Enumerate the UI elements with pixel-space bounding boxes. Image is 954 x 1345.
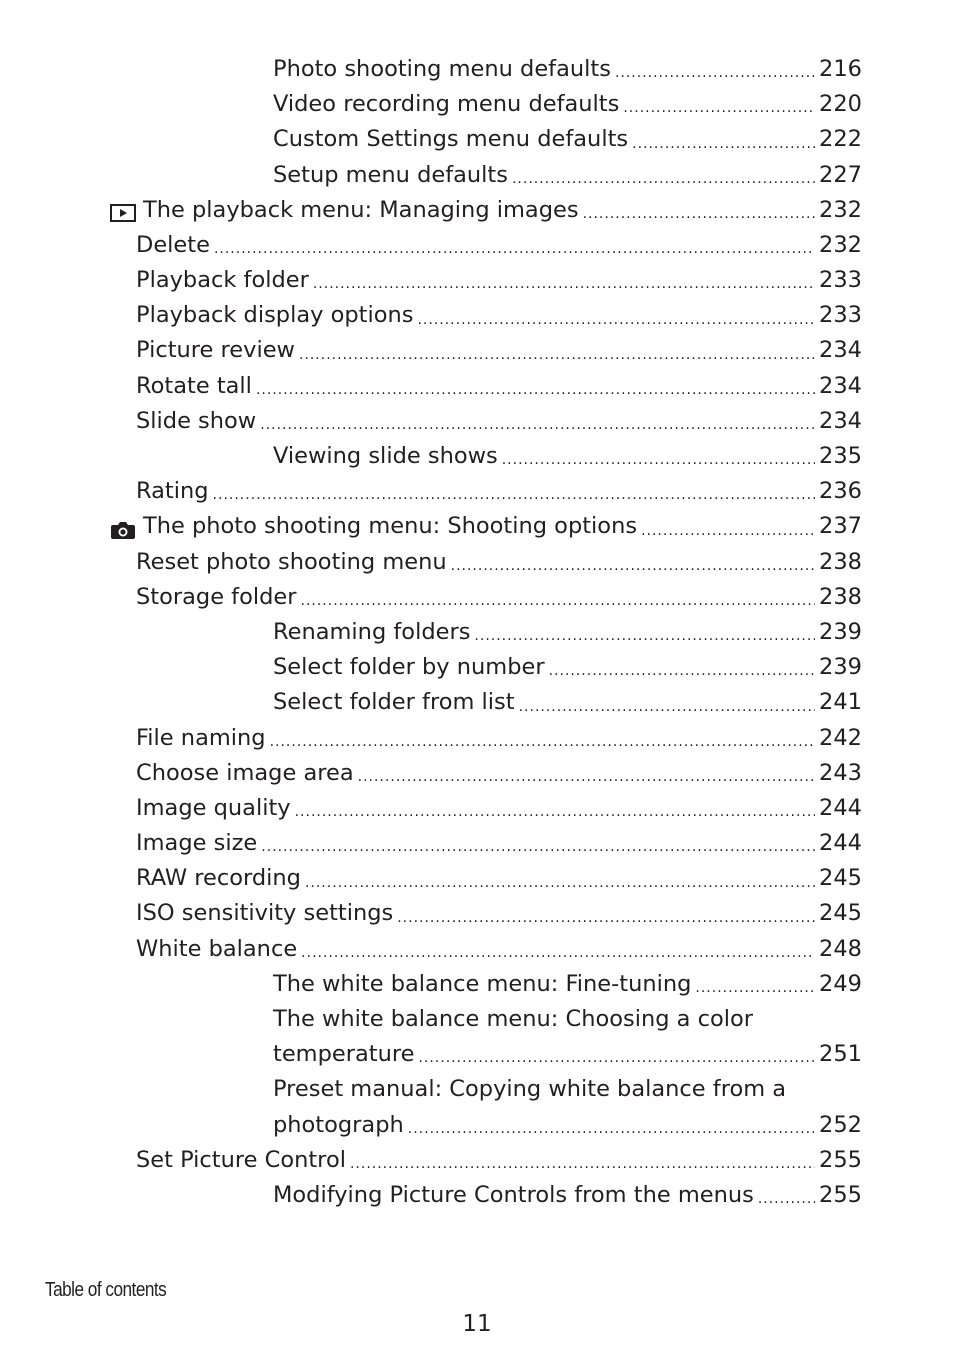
playback-icon: [110, 200, 136, 222]
toc-entry-title: Picture review: [136, 337, 295, 364]
toc-entry-page: 251: [819, 1041, 862, 1068]
dot-leader: [519, 693, 815, 721]
toc-entry[interactable]: [0, 1002, 954, 1037]
toc-entry-page: 241: [819, 689, 862, 716]
dot-leader: [758, 1185, 815, 1213]
toc-entry[interactable]: [0, 369, 954, 404]
toc-entry-title: Storage folder: [136, 583, 297, 610]
toc-entry-page: 244: [819, 794, 862, 821]
dot-leader: [474, 622, 815, 650]
dot-leader: [313, 270, 815, 298]
dot-leader: [261, 833, 815, 861]
toc-entry[interactable]: [0, 1143, 954, 1178]
footer-section-label: Table of contents: [45, 1279, 167, 1301]
toc-entry-page: 233: [819, 302, 862, 329]
dot-leader: [301, 587, 816, 615]
toc-entry-title: Setup menu defaults: [273, 161, 508, 188]
toc-entry-title: photograph: [273, 1111, 404, 1138]
toc-entry-title: Image quality: [136, 794, 291, 821]
toc-entry-page: 242: [819, 724, 862, 751]
toc-entry-page: 245: [819, 865, 862, 892]
toc-entry-title: Photo shooting menu defaults: [273, 55, 611, 82]
toc-entry-title: Select folder from list: [273, 689, 515, 716]
toc-entry-title: The white balance menu: Choosing a color: [273, 1006, 753, 1033]
toc-entry-page: 255: [819, 1146, 862, 1173]
toc-entry-title: The playback menu: Managing images: [143, 196, 579, 223]
toc-entry[interactable]: [0, 756, 954, 791]
toc-entry-title: Reset photo shooting menu: [136, 548, 447, 575]
toc-entry-title: Delete: [136, 231, 210, 258]
toc-entry[interactable]: [0, 1108, 954, 1143]
dot-leader: [350, 1150, 815, 1178]
toc-entry-page: 248: [819, 935, 862, 962]
toc-entry[interactable]: [0, 967, 954, 1002]
toc-entry-page: 237: [819, 513, 862, 540]
toc-entry-page: 220: [819, 91, 862, 118]
dot-leader: [214, 235, 815, 263]
toc-entry[interactable]: [0, 615, 954, 650]
toc-entry[interactable]: [0, 897, 954, 932]
dot-leader: [418, 1044, 815, 1072]
toc-entry-title: ISO sensitivity settings: [136, 900, 394, 927]
toc-entry-title: Rating: [136, 478, 209, 505]
dot-leader: [512, 165, 815, 193]
dot-leader: [695, 974, 815, 1002]
toc-entry-page: 234: [819, 407, 862, 434]
toc-entry-title: Viewing slide shows: [273, 443, 498, 470]
toc-entry[interactable]: [0, 158, 954, 193]
toc-entry[interactable]: [0, 87, 954, 122]
dot-leader: [358, 763, 815, 791]
toc-entry-title: Slide show: [136, 407, 257, 434]
toc-entry-page: 227: [819, 161, 862, 188]
toc-entry-title: The photo shooting menu: Shooting options: [143, 513, 638, 540]
dot-leader: [549, 657, 815, 685]
toc-entry-title: Choose image area: [136, 759, 354, 786]
toc-entry-page: 216: [819, 55, 862, 82]
toc-entry-page: 232: [819, 231, 862, 258]
toc-entry-page: 234: [819, 337, 862, 364]
toc-entry-page: 234: [819, 372, 862, 399]
toc-entry-page: 232: [819, 196, 862, 223]
page-number: 11: [462, 1311, 492, 1337]
toc-entry-title: Rotate tall: [136, 372, 252, 399]
toc-entry-title: Playback folder: [136, 267, 309, 294]
toc-entry-title: RAW recording: [136, 865, 301, 892]
toc-entry-title: temperature: [273, 1041, 415, 1068]
toc-entry-title: Preset manual: Copying white balance from a: [273, 1076, 787, 1103]
toc-entry-title: Renaming folders: [273, 618, 471, 645]
toc-entry-page: 252: [819, 1111, 862, 1138]
toc-entry-page: 244: [819, 830, 862, 857]
toc-entry-title: The white balance menu: Fine-tuning: [273, 970, 692, 997]
toc-entry[interactable]: [0, 263, 954, 298]
toc-entry-page: 255: [819, 1181, 862, 1208]
table-of-contents: [0, 52, 954, 1213]
toc-entry[interactable]: [0, 298, 954, 333]
toc-entry-title: File naming: [136, 724, 266, 751]
dot-leader: [502, 446, 815, 474]
toc-entry-title: White balance: [136, 935, 298, 962]
toc-entry[interactable]: [0, 826, 954, 861]
toc-entry[interactable]: [0, 122, 954, 157]
toc-entry[interactable]: [0, 52, 954, 87]
dot-leader: [623, 94, 815, 122]
toc-entry[interactable]: [0, 509, 954, 544]
dot-leader: [299, 341, 815, 369]
toc-entry[interactable]: [0, 404, 954, 439]
dot-leader: [305, 869, 815, 897]
dot-leader: [451, 552, 815, 580]
dot-leader: [632, 130, 815, 158]
toc-entry[interactable]: [0, 439, 954, 474]
toc-entry[interactable]: [0, 650, 954, 685]
dot-leader: [270, 728, 815, 756]
dot-leader: [260, 411, 815, 439]
toc-entry-page: 233: [819, 267, 862, 294]
toc-entry-title: Select folder by number: [273, 654, 545, 681]
toc-entry[interactable]: [0, 685, 954, 720]
toc-entry-title: Custom Settings menu defaults: [273, 126, 629, 153]
toc-entry[interactable]: [0, 1178, 954, 1213]
toc-entry-page: 239: [819, 654, 862, 681]
dot-leader: [256, 376, 815, 404]
dot-leader: [301, 939, 815, 967]
dot-leader: [641, 517, 815, 545]
toc-entry-page: 238: [819, 583, 862, 610]
dot-leader: [213, 481, 816, 509]
toc-entry-page: 249: [819, 970, 862, 997]
toc-entry[interactable]: [0, 334, 954, 369]
toc-entry[interactable]: [0, 545, 954, 580]
dot-leader: [295, 798, 815, 826]
dot-leader: [397, 904, 815, 932]
toc-entry-page: 243: [819, 759, 862, 786]
toc-entry-page: 238: [819, 548, 862, 575]
dot-leader: [417, 306, 815, 334]
dot-leader: [615, 59, 815, 87]
toc-entry[interactable]: [0, 791, 954, 826]
toc-entry-title: Video recording menu defaults: [273, 91, 620, 118]
toc-entry[interactable]: [0, 861, 954, 896]
toc-entry-title: Playback display options: [136, 302, 414, 329]
toc-entry[interactable]: [0, 1072, 954, 1107]
camera-icon: [110, 517, 136, 539]
dot-leader: [583, 200, 815, 228]
toc-entry-page: 236: [819, 478, 862, 505]
toc-entry-page: 239: [819, 618, 862, 645]
toc-entry[interactable]: [0, 474, 954, 509]
dot-leader: [408, 1115, 815, 1143]
toc-entry[interactable]: [0, 721, 954, 756]
toc-entry-page: 235: [819, 443, 862, 470]
toc-entry[interactable]: [0, 228, 954, 263]
toc-entry-title: Modifying Picture Controls from the menus: [273, 1181, 754, 1208]
toc-entry[interactable]: [0, 580, 954, 615]
toc-entry[interactable]: [0, 1037, 954, 1072]
toc-entry[interactable]: [0, 193, 954, 228]
toc-entry[interactable]: [0, 932, 954, 967]
toc-entry-page: 222: [819, 126, 862, 153]
toc-entry-page: 245: [819, 900, 862, 927]
toc-entry-title: Set Picture Control: [136, 1146, 346, 1173]
toc-entry-title: Image size: [136, 830, 258, 857]
